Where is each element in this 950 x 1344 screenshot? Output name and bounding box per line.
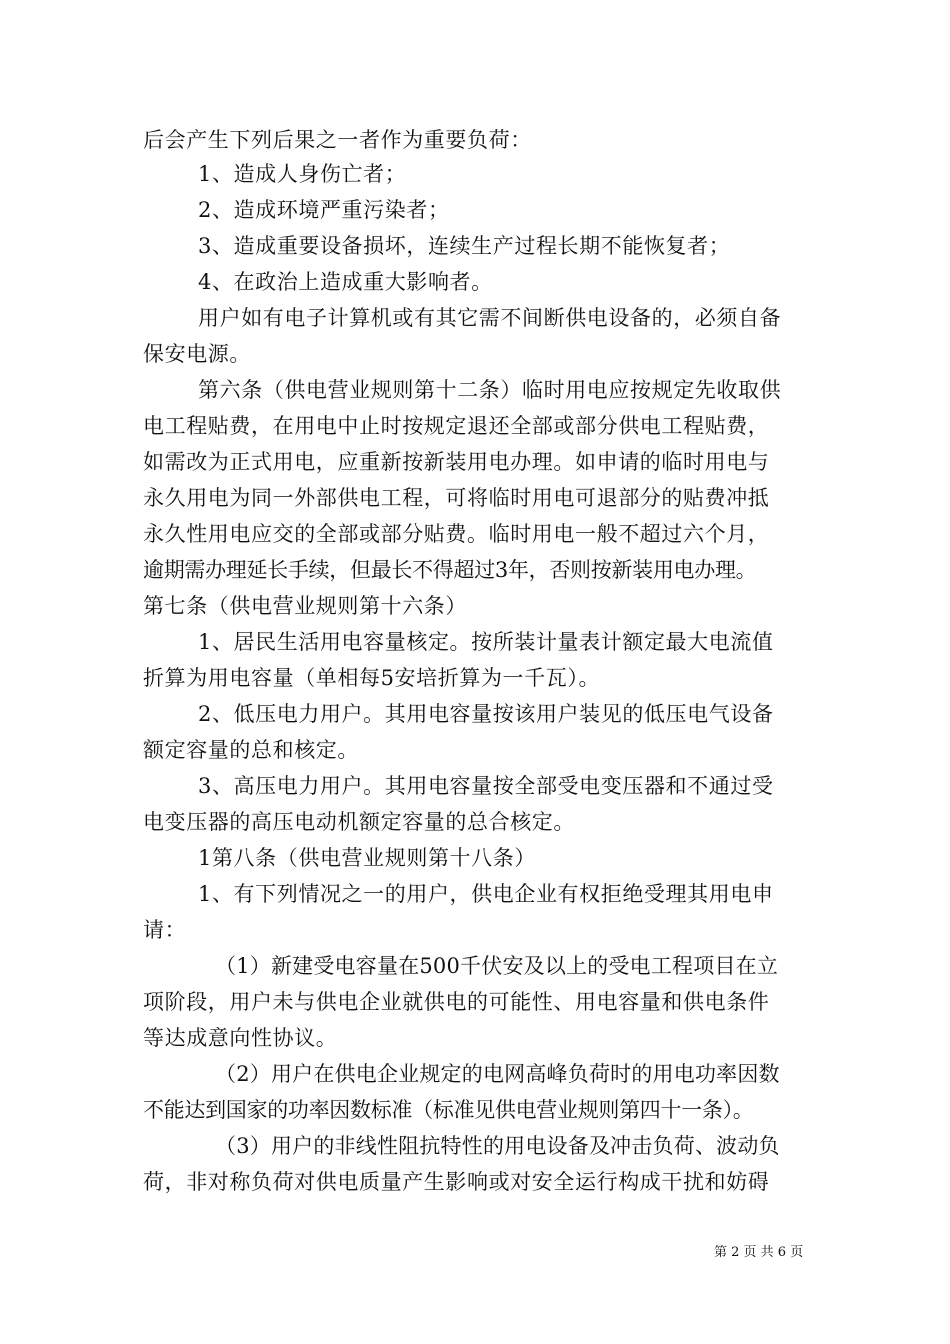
text-line: 保安电源。 (143, 342, 251, 366)
text-line: 永久用电为同一外部供电工程，可将临时用电可退部分的贴费冲抵 (143, 486, 770, 510)
text-line: 2、造成环境严重污染者； (198, 198, 450, 222)
text-line: 1、居民生活用电容量核定。按所装计量表计额定最大电流值 (198, 630, 774, 654)
text-line: 电变压器的高压电动机额定容量的总合核定。 (143, 810, 575, 834)
text-line: 2、低压电力用户。其用电容量按该用户装见的低压电气设备 (198, 702, 774, 726)
text-line: 3、造成重要设备损坏，连续生产过程长期不能恢复者； (198, 234, 731, 258)
text-line: 3、高压电力用户。其用电容量按全部受电变压器和不通过受 (198, 774, 774, 798)
text-line: 等达成意向性协议。 (143, 1026, 338, 1050)
text-line: 荷，非对称负荷对供电质量产生影响或对安全运行构成干扰和妨碍 (143, 1170, 770, 1194)
text-line: 1、造成人身伤亡者； (198, 162, 407, 186)
text-line: 第七条（供电营业规则第十六条） (143, 594, 467, 618)
text-line: 1、有下列情况之一的用户，供电企业有权拒绝受理其用电申 (198, 882, 774, 906)
text-line: （3）用户的非线性阻抗特性的用电设备及冲击负荷、波动负 (215, 1134, 780, 1158)
text-line: 用户如有电子计算机或有其它需不间断供电设备的，必须自备 (198, 306, 782, 330)
text-line: （2）用户在供电企业规定的电网高峰负荷时的用电功率因数 (215, 1062, 780, 1086)
text-line: 如需改为正式用电，应重新按新装用电办理。如申请的临时用电与 (143, 450, 770, 474)
text-line: 项阶段，用户未与供电企业就供电的可能性、用电容量和供电条件 (143, 990, 770, 1014)
text-line: 额定容量的总和核定。 (143, 738, 359, 762)
text-line: 后会产生下列后果之一者作为重要负荷： (143, 128, 532, 152)
text-line: 折算为用电容量（单相每5安培折算为一千瓦）。 (143, 666, 601, 690)
text-line: 永久性用电应交的全部或部分贴费。临时用电一般不超过六个月， (143, 522, 770, 546)
text-line: 第六条（供电营业规则第十二条）临时用电应按规定先收取供 (198, 378, 782, 402)
text-line: 逾期需办理延长手续，但最长不得超过3年，否则按新装用电办理。 (143, 558, 757, 582)
text-line: （1）新建受电容量在500千伏安及以上的受电工程项目在立 (215, 954, 779, 978)
text-line: 4、在政治上造成重大影响者。 (198, 270, 493, 294)
page-number: 第 2 页 共 6 页 (714, 1245, 804, 1260)
text-line: 1第八条（供电营业规则第十八条） (198, 846, 536, 870)
text-line: 请： (143, 918, 187, 942)
text-line: 不能达到国家的功率因数标准（标准见供电营业规则第四十一条）。 (143, 1098, 754, 1122)
text-line: 电工程贴费，在用电中止时按规定退还全部或部分供电工程贴费， (143, 414, 770, 438)
